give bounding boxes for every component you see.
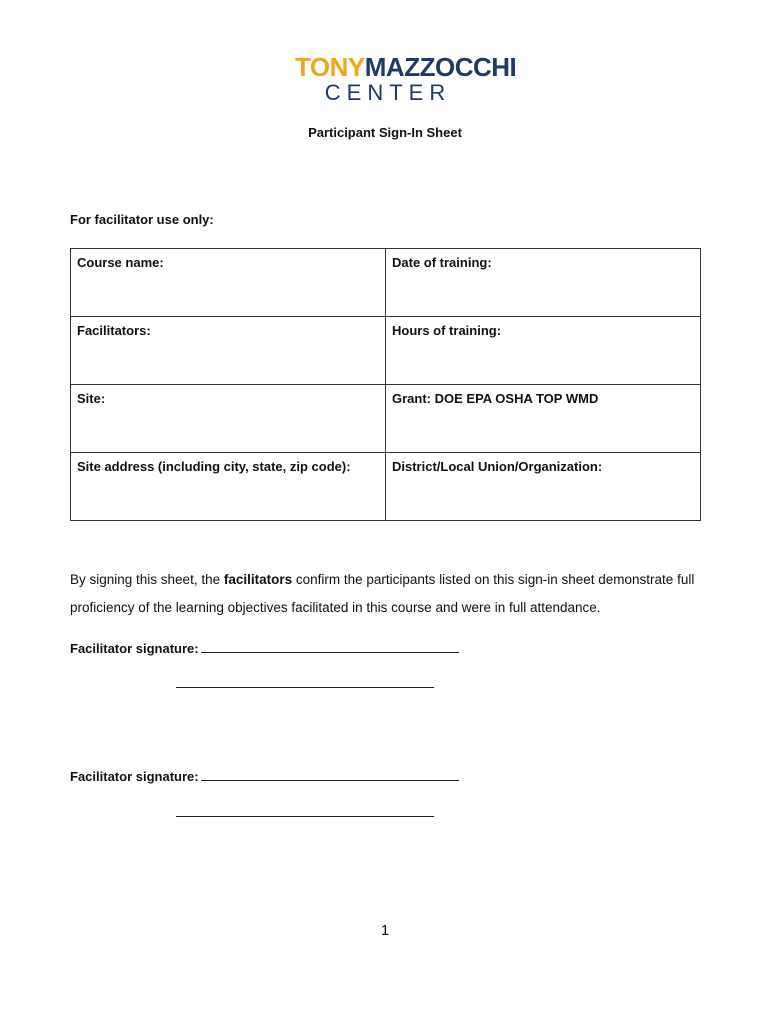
tony-mazzocchi-center-logo — [295, 52, 517, 105]
logo-center: CENTER — [324, 80, 452, 105]
signature-line[interactable] — [201, 640, 459, 653]
signature-label: Facilitator signature: — [70, 769, 199, 784]
logo-mazzocchi: MAZZOCCHI — [364, 52, 517, 82]
page-title: Participant Sign-In Sheet — [308, 125, 462, 140]
logo-tony: TONY — [295, 52, 365, 82]
table-row — [71, 249, 701, 317]
course-name-field[interactable]: Course name: — [71, 249, 386, 317]
facilitators-field[interactable]: Facilitators: — [71, 317, 386, 385]
site-field[interactable]: Site: — [71, 385, 386, 453]
page-number: 1 — [380, 922, 390, 939]
attestation-statement — [70, 566, 710, 622]
facilitator-use-label: For facilitator use only: — [70, 212, 214, 227]
grant-field[interactable]: Grant: DOE EPA OSHA TOP WMD — [386, 385, 701, 453]
district-union-field[interactable]: District/Local Union/Organization: — [386, 453, 701, 521]
facilitator-signature-1 — [70, 640, 459, 656]
table-row — [71, 317, 701, 385]
site-address-field[interactable]: Site address (including city, state, zip code): — [71, 453, 386, 521]
signature-line-extra[interactable] — [176, 815, 434, 817]
table-row — [71, 453, 701, 521]
signature-line[interactable] — [201, 768, 459, 781]
facilitator-info-table — [70, 248, 701, 521]
statement-bold: facilitators — [223, 572, 293, 587]
table-row — [71, 385, 701, 453]
logo-wordmark — [295, 52, 517, 82]
signature-label: Facilitator signature: — [70, 641, 199, 656]
statement-before: By signing this sheet, the — [70, 572, 224, 587]
signature-line-extra[interactable] — [176, 686, 434, 688]
facilitator-signature-2 — [70, 768, 459, 784]
date-of-training-field[interactable]: Date of training: — [386, 249, 701, 317]
statement-after: confirm the participants listed on this sign-in sheet demonstrate full proficiency of the learning objectives facilitated in this course and were in full attendance. — [70, 572, 695, 615]
hours-of-training-field[interactable]: Hours of training: — [386, 317, 701, 385]
